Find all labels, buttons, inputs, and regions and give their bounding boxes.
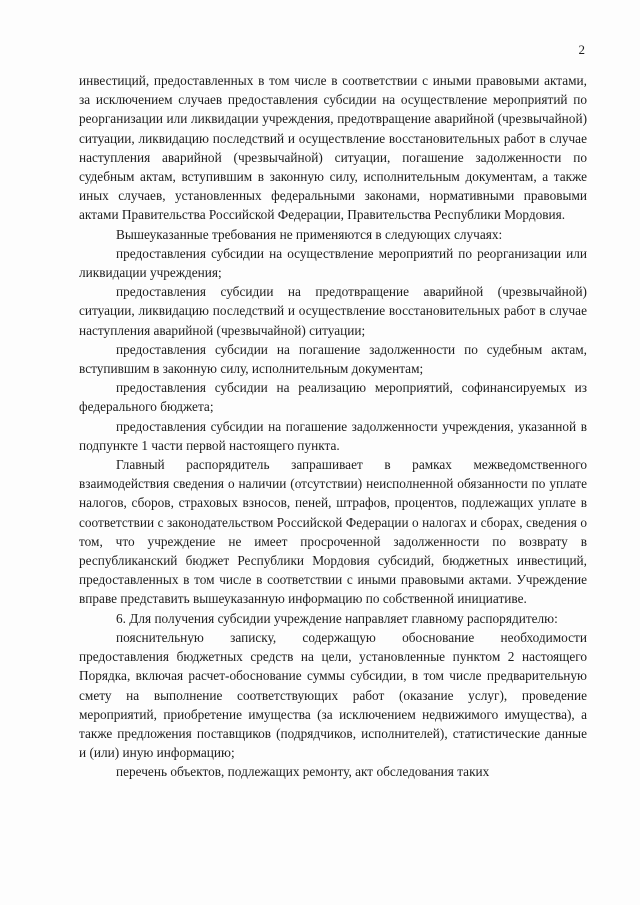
paragraph-investments-continuation: инвестиций, предоставленных в том числе в соответствии с иными правовыми актами, за исключением случаев предоставления субсидии на осуществление мероприятий по реорганизации или ликвидации учреждения, предотвращение аварийной (чрезвычайной) ситуации, ликвидацию последствий и осуществление восстановительных работ в случае наступления аварийной (чрезвычайной) ситуации, погашение задолженности по судебным актам, вступившим в законную силу, исполнительным документам, а также иных случаев, установленных федеральными законами, нормативными правовыми актами Правительства Российской Федерации, Правительства Республики Мордовия. xyxy=(79,73,587,223)
paragraph-explanatory-note: пояснительную записку, содержащую обоснование необходимости предоставления бюджетных средств на цели, установленные пунктом 2 настоящего Порядка, включая расчет-обоснование суммы субсидии, в том числе предварительную смету на выполнение соответствующих работ (оказание услуг), проведение мероприятий, приобретение имущества (за исключением недвижимого имущества), а также предложения поставщиков (подрядчиков, исполнителей), статистические данные и (или) иную информацию; xyxy=(79,629,587,761)
paragraph-item-6: 6. Для получения субсидии учреждение направляет главному распорядителю: xyxy=(116,610,558,626)
paragraph-interagency-request: Главный распорядитель запрашивает в рамках межведомственного взаимодействия сведения о наличии (отсутствии) неисполненной обязанности по уплате налогов, сборов, страховых взносов, пеней, штрафов, процентов, подлежащих уплате в соответствии с законодательством Российской Федерации о налогах и сборах, сведения о том, что учреждение не имеет просроченной задолженности по возврату в республиканский бюджет Республики Мордовия субсидий, бюджетных инвестиций, предоставленных в том числе в соответствии с иными правовыми актами. Учреждение вправе представить вышеуказанную информацию по собственной инициативе. xyxy=(79,457,587,607)
paragraph-objects-list: перечень объектов, подлежащих ремонту, акт обследования таких xyxy=(116,764,490,780)
paragraph-exception-reorganization: предоставления субсидии на осуществление мероприятий по реорганизации или ликвидации учреждения; xyxy=(79,245,587,281)
paragraph-exception-federal-cofinancing: предоставления субсидии на реализацию мероприятий, софинансируемых из федерального бюджета; xyxy=(79,380,587,415)
document-body xyxy=(79,71,587,782)
paragraph-exceptions-intro: Вышеуказанные требования не применяются в следующих случаях: xyxy=(116,226,503,242)
paragraph-exception-court-debt: предоставления субсидии на погашение задолженности по судебным актам, вступившим в законную силу, исполнительным документам; xyxy=(79,341,587,377)
page-number: 2 xyxy=(578,42,585,57)
paragraph-exception-institution-debt: предоставления субсидии на погашение задолженности учреждения, указанной в подпункте 1 части первой настоящего пункта. xyxy=(79,418,587,453)
paragraph-exception-emergency: предоставления субсидии на предотвращение аварийной (чрезвычайной) ситуации, ликвидацию последствий и осуществление восстановительных работ в случае наступления аварийной (чрезвычайной) ситуации; xyxy=(79,284,587,338)
